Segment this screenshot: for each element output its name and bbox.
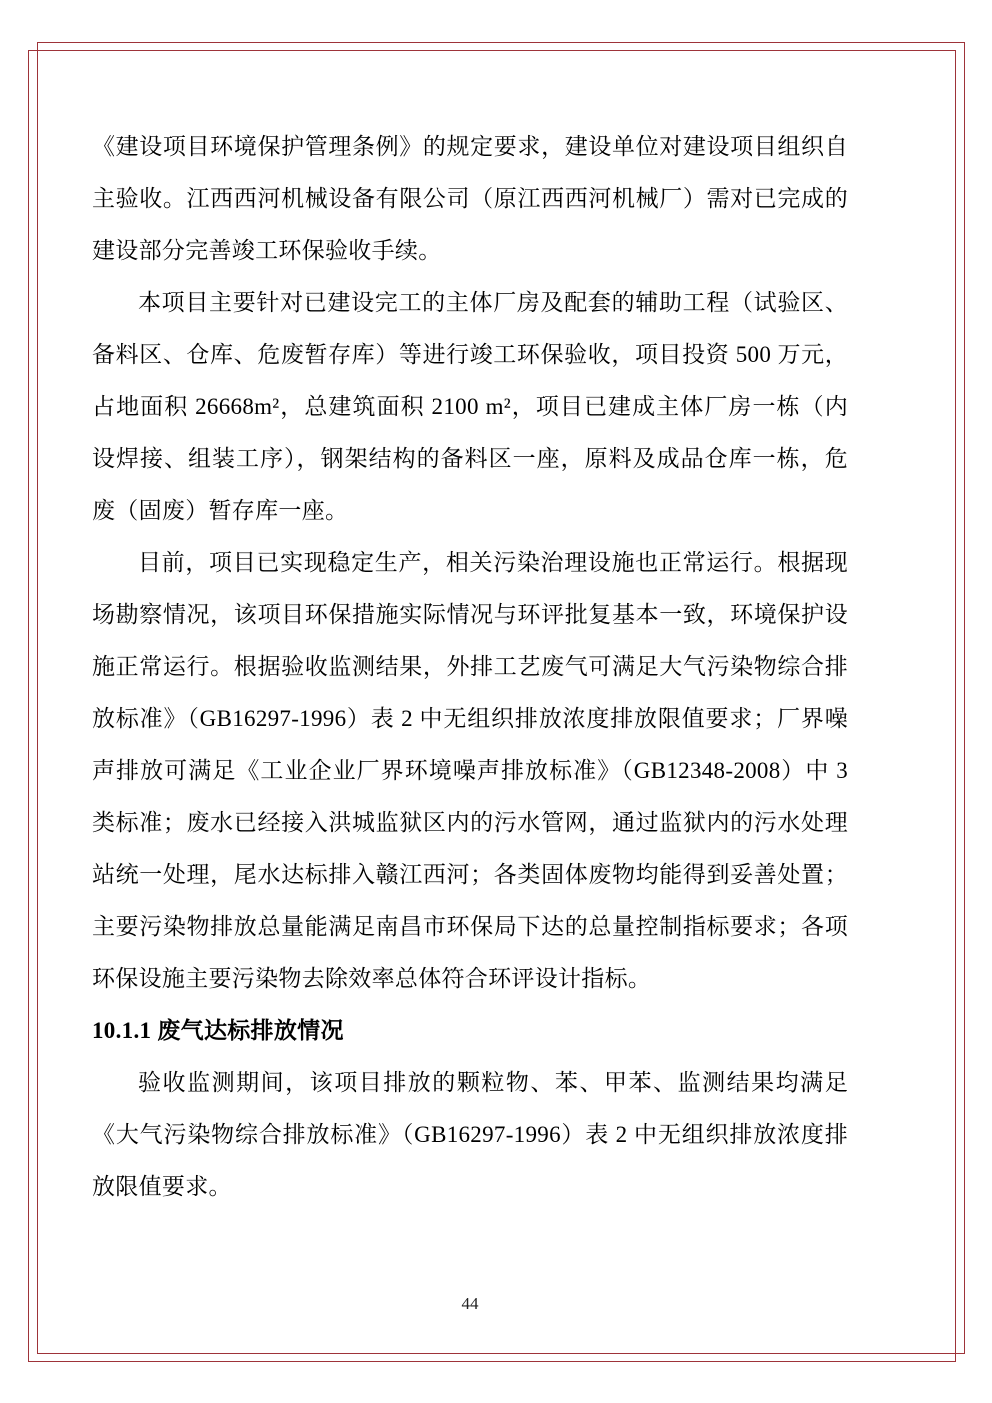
paragraph-regulation-requirement: 《建设项目环境保护管理条例》的规定要求，建设单位对建设项目组织自主验收。江西西河机械设备有限公司（原江西西河机械厂）需对已完成的建设部分完善竣工环保验收手续。 [92,134,848,263]
document-body [92,121,848,1213]
paragraph-project-overview: 本项目主要针对已建设完工的主体厂房及配套的辅助工程（试验区、备料区、仓库、危废暂存库）等进行竣工环保验收，项目投资 500 万元，占地面积 26668m²，总建筑面积 2100 m²，项目已建成主体厂房一栋（内设焊接、组装工序），钢架结构的备料区一座，原料及成品仓库一栋，危废（固废）暂存库一座。 [92,290,848,523]
section-heading-10-1-1: 10.1.1 废气达标排放情况 [92,1018,344,1043]
page-number: 44 [461,1294,479,1313]
paragraph-current-status: 目前，项目已实现稳定生产，相关污染治理设施也正常运行。根据现场勘察情况，该项目环保措施实际情况与环评批复基本一致，环境保护设施正常运行。根据验收监测结果，外排工艺废气可满足大气污染物综合排放标准》（GB16297-1996）表 2 中无组织排放浓度排放限值要求；厂界噪声排放可满足《工业企业厂界环境噪声排放标准》（GB12348-2008）中 3 类标准；废水已经接入洪城监狱区内的污水管网，通过监狱内的污水处理站统一处理，尾水达标排入赣江西河；各类固体废物均能得到妥善处置；主要污染物排放总量能满足南昌市环保局下达的总量控制指标要求；各项环保设施主要污染物去除效率总体符合环评设计指标。 [92,550,848,991]
paragraph-waste-gas-compliance: 验收监测期间，该项目排放的颗粒物、苯、甲苯、监测结果均满足《大气污染物综合排放标准》（GB16297-1996）表 2 中无组织排放浓度排放限值要求。 [92,1070,848,1199]
